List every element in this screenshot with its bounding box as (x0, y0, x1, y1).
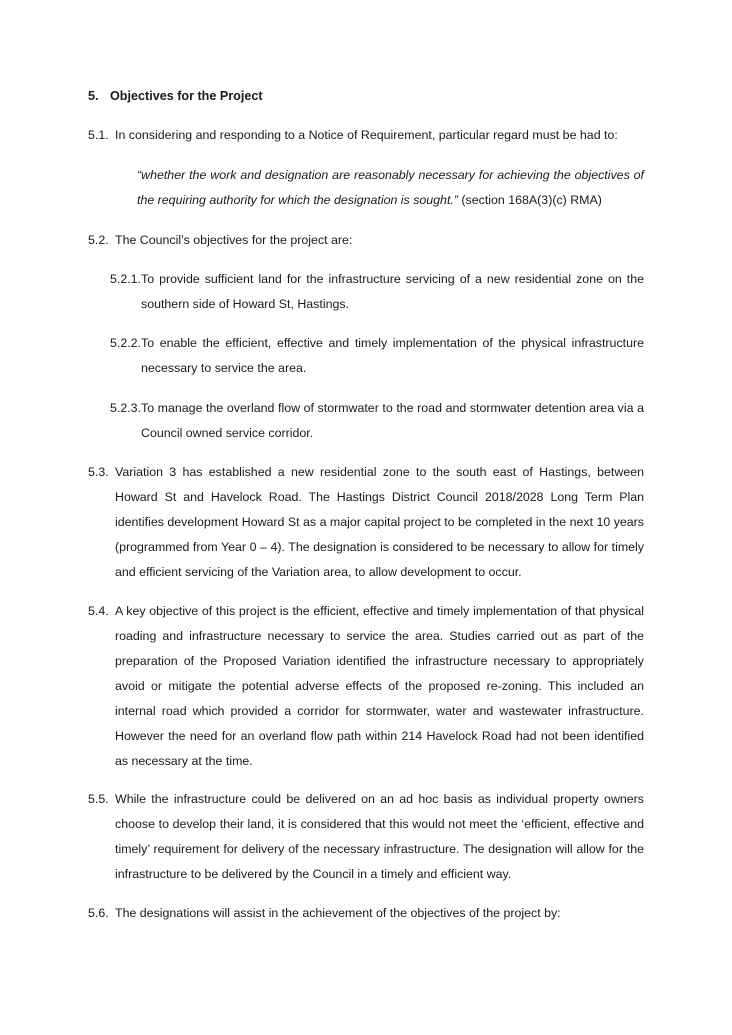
subparagraph-5-2-1 (110, 267, 644, 317)
section-heading (88, 89, 263, 103)
subparagraph-5-2-2 (110, 331, 644, 381)
paragraph-text: Variation 3 has established a new residential zone to the south east of Hastings, between Howard St and Havelock Road. The Hastings District Council 2018/2028 Long Term Plan identifies development Howard St as a major capital project to be completed in the next 10 years (programmed from Year 0 – 4). The designation is considered to be necessary to allow for timely and efficient servicing of the Variation area, to allow development to occur. (115, 465, 644, 579)
paragraph-number: 5.1. (88, 128, 109, 142)
section-title: Objectives for the Project (110, 89, 263, 103)
paragraph-number: 5.4. (88, 604, 109, 618)
quote-text: “whether the work and designation are reasonably necessary for achieving the objectives of the requiring authority for which the designation is sought.” (137, 168, 644, 207)
section-number: 5. (88, 89, 99, 103)
paragraph-text: The Council’s objectives for the project are: (115, 233, 353, 247)
paragraph-5-5 (88, 787, 644, 887)
paragraph-5-2 (88, 228, 644, 253)
paragraph-5-4 (88, 599, 644, 774)
subparagraph-5-2-3 (110, 396, 644, 446)
paragraph-text: A key objective of this project is the efficient, effective and timely implementation of that physical roading and infrastructure necessary to service the area. Studies carried out as part of the preparation of the Proposed Variation identified the infrastructure necessary to appropriately avoid or mitigate the potential adverse effects of the proposed re-zoning. This included an internal road which provided a corridor for stormwater, water and wastewater infrastructure. However the need for an overland flow path within 214 Havelock Road had not been identified as necessary at the time. (115, 604, 644, 768)
paragraph-text: While the infrastructure could be delivered on an ad hoc basis as individual property owners choose to develop their land, it is considered that this would not meet the ‘efficient, effective and timely’ requirement for delivery of the necessary infrastructure. The designation will allow for the infrastructure to be delivered by the Council in a timely and efficient way. (115, 792, 644, 881)
paragraph-text: The designations will assist in the achievement of the objectives of the project by: (115, 906, 561, 920)
subparagraph-number: 5.2.3. (110, 401, 142, 415)
paragraph-5-3 (88, 460, 644, 585)
block-quote (137, 163, 644, 213)
paragraph-number: 5.2. (88, 233, 109, 247)
paragraph-5-6 (88, 901, 644, 926)
paragraph-number: 5.3. (88, 465, 109, 479)
subparagraph-text: To manage the overland flow of stormwater to the road and stormwater detention area via a Council owned service corridor. (141, 401, 644, 440)
quote-citation: (section 168A(3)(c) RMA) (457, 193, 602, 207)
subparagraph-text: To enable the efficient, effective and timely implementation of the physical infrastructure necessary to service the area. (141, 336, 644, 375)
subparagraph-number: 5.2.1. (110, 272, 142, 286)
subparagraph-text: To provide sufficient land for the infrastructure servicing of a new residential zone on the southern side of Howard St, Hastings. (141, 272, 644, 311)
paragraph-number: 5.6. (88, 906, 109, 920)
paragraph-number: 5.5. (88, 792, 109, 806)
paragraph-text: In considering and responding to a Notice of Requirement, particular regard must be had to: (115, 128, 618, 142)
paragraph-5-1 (88, 123, 644, 148)
subparagraph-number: 5.2.2. (110, 336, 142, 350)
